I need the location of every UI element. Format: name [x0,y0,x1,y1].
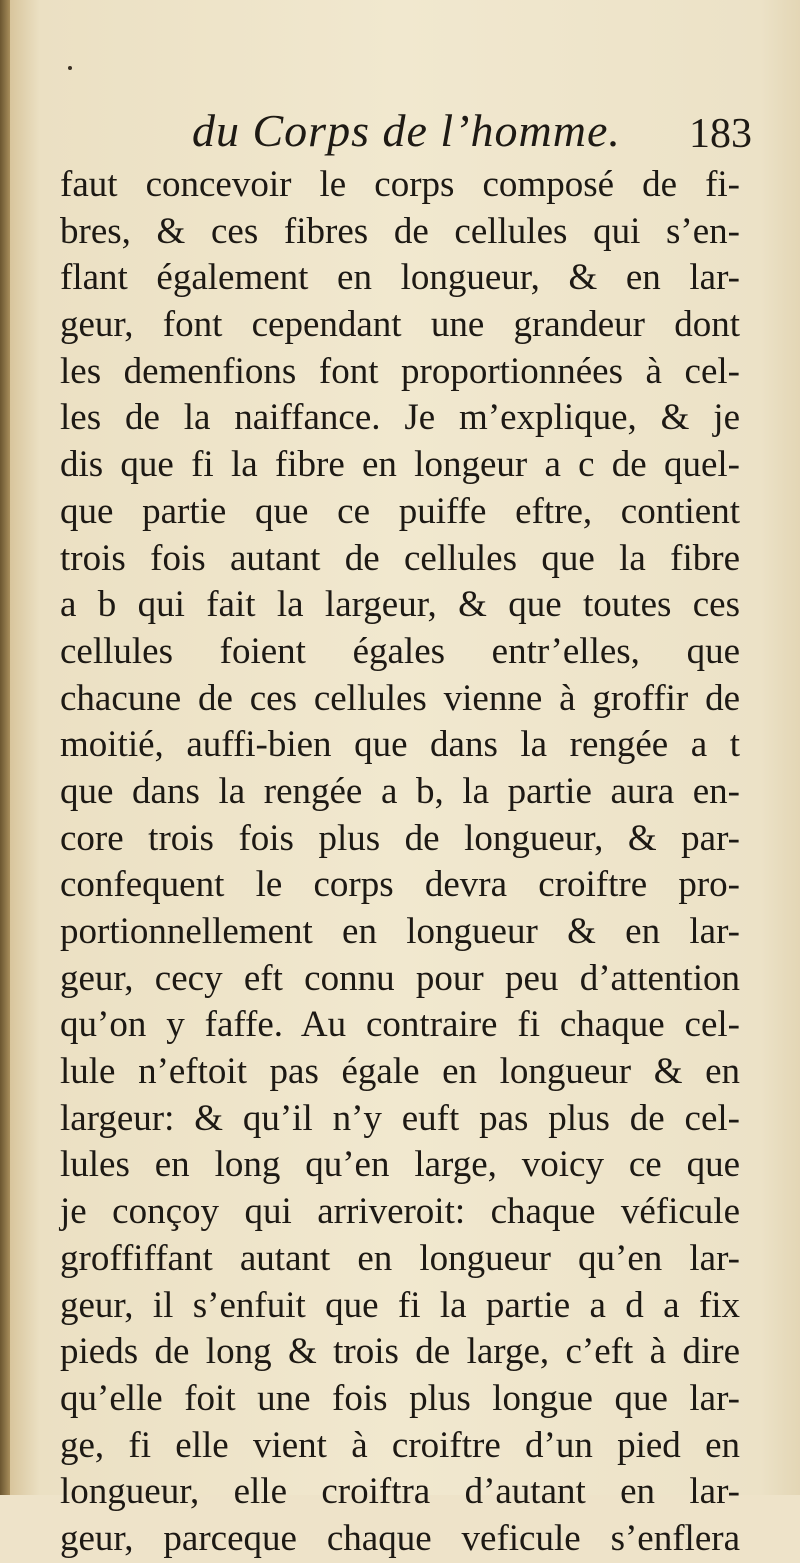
text-line: dis que fi la fibre en longeur a c de quel- [60,444,740,486]
binding-gutter [0,0,10,1495]
text-line: chacune de ces cellules vienne à groffir de [60,677,740,719]
text-line: largeur: & qu’il n’y euft pas plus de cel- [60,1097,740,1139]
text-line: les demenfions font proportionnées à cel- [60,350,740,392]
text-line: bres, & ces fibres de cellules qui s’en- [60,210,740,252]
text-line: flant également en longueur, & en lar- [60,257,740,299]
text-line: je conçoy qui arriveroit: chaque véficule [60,1191,740,1233]
text-line: geur, font cependant une grandeur dont [60,304,740,346]
text-line: lules en long qu’en large, voicy ce que [60,1144,740,1186]
page-number: 183 [689,111,752,157]
text-line: faut concevoir le corps composé de fi- [60,164,740,205]
text-line: a b qui fait la largeur, & que toutes ces [60,584,740,626]
text-line: geur, parceque chaque veficule s’enflera [60,1517,740,1559]
text-line: les de la naiffance. Je m’explique, & je [60,397,740,439]
text-line: que partie que ce puiffe eftre, contient [60,490,740,532]
text-line: groffiffant autant en longueur qu’en lar- [60,1237,740,1279]
text-line: geur, il s’enfuit que fi la partie a d a fix [60,1284,740,1326]
ink-speck [68,66,72,70]
text-line: qu’elle foit une fois plus longue que lar- [60,1377,740,1419]
text-line: cellules foient égales entr’elles, que [60,630,740,672]
text-line: confequent le corps devra croiftre pro- [60,864,740,906]
text-line: que dans la rengée a b, la partie aura en- [60,770,740,812]
body-text [60,162,740,1563]
text-line: core trois fois plus de longueur, & par- [60,817,740,859]
running-title: du Corps de l’homme. [192,105,621,156]
text-line: portionnellement en longueur & en lar- [60,911,740,952]
text-line: geur, cecy eft connu pour peu d’attention [60,957,740,999]
text-line: lule n’eftoit pas égale en longueur & en [60,1051,740,1093]
text-line: longueur, elle croiftra d’autant en lar- [60,1471,740,1513]
text-line: ge, fi elle vient à croiftre d’un pied en [60,1424,740,1466]
text-line: pieds de long & trois de large, c’eft à dire [60,1331,740,1373]
text-line: qu’on y faffe. Au contraire fi chaque cel- [60,1004,740,1046]
running-head [192,104,752,164]
text-line: moitié, auffi-bien que dans la rengée a t [60,724,740,766]
text-line: trois fois autant de cellules que la fibre [60,537,740,579]
